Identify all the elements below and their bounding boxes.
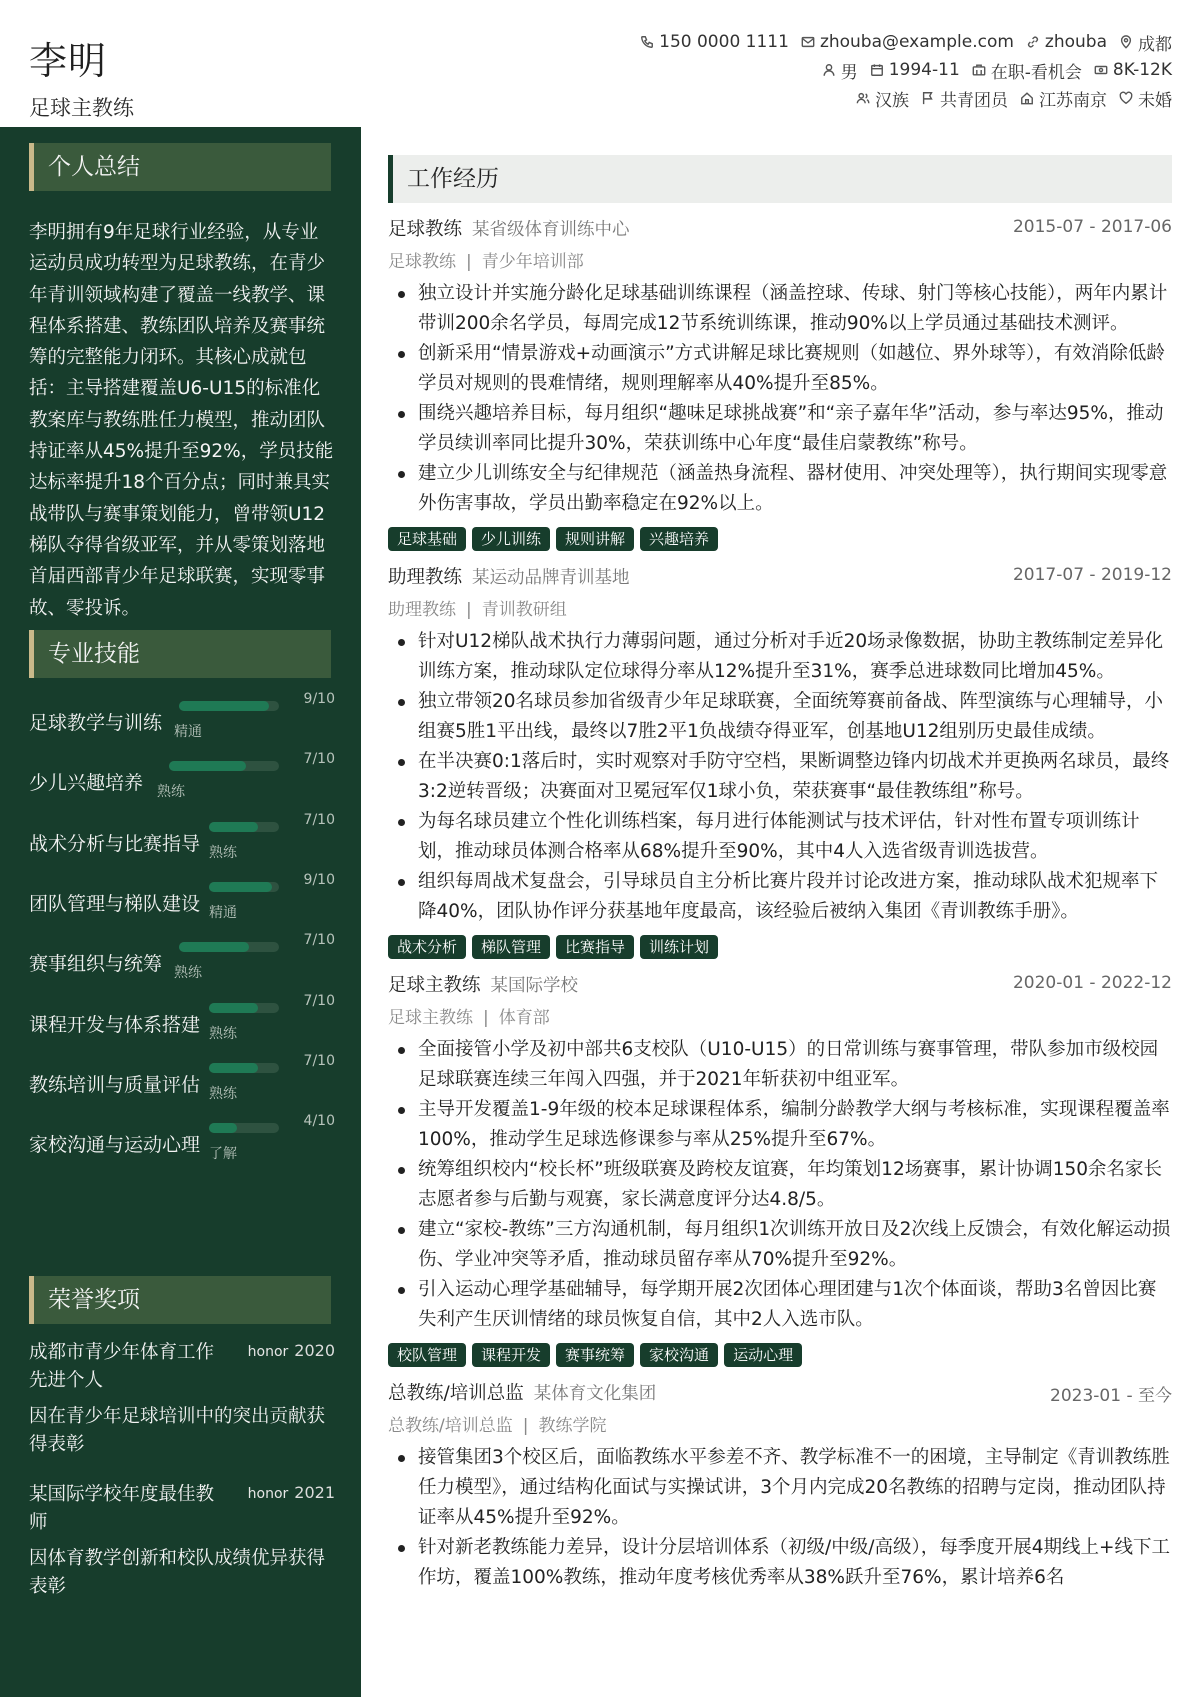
job-date: 2017-07 - 2019-12 — [1012, 565, 1172, 585]
contact-item — [640, 32, 789, 52]
contact-item — [870, 60, 960, 80]
job-bullet: 创新采用“情景游戏+动画演示”方式讲解足球比赛规则（如越位、界外球等），有效消除低龄学员对规则的畏难情绪，规则理解率从40%提升至85%。 — [388, 339, 1172, 399]
honor-tag: honor — [247, 1486, 289, 1502]
contact-row — [532, 28, 1172, 56]
honor-desc: 因在青少年足球培训中的突出贡献获得表彰 — [29, 1406, 326, 1455]
job-subtitle — [388, 595, 1172, 621]
job-entry — [388, 971, 1172, 1367]
skill-tag: 赛事统筹 — [556, 1343, 634, 1367]
contact-item — [972, 58, 1082, 83]
skill-item — [29, 990, 335, 1050]
sidebar — [0, 127, 361, 1697]
skill-name: 家校沟通与运动心理 — [29, 1134, 201, 1157]
job-bullet: 围绕兴趣培养目标，每月组织“趣味足球挑战赛”和“亲子嘉年华”活动，参与率达95%，推动学员续训率同比提升30%，荣获训练中心年度“最佳启蒙教练”称号。 — [388, 399, 1172, 459]
contact-text: 成都 — [1138, 34, 1172, 55]
job-bullet: 组织每周战术复盘会，引导球员自主分析比赛片段并讨论改进方案，推动球队战术犯规率下降40%，团队协作评分获基地年度最高，该经验后被纳入集团《青训教练手册》。 — [388, 867, 1172, 927]
people-icon — [856, 91, 870, 105]
skill-level: 熟练 — [209, 1085, 237, 1102]
skill-name: 团队管理与梯队建设 — [29, 892, 201, 915]
skill-score: 9/10 — [303, 691, 335, 707]
contact-text: 未婚 — [1138, 90, 1172, 111]
skill-score: 7/10 — [303, 811, 335, 828]
phone-icon — [640, 35, 654, 49]
contact-text: 共青团员 — [940, 90, 1008, 111]
skill-tag: 运动心理 — [724, 1343, 802, 1367]
skill-score: 7/10 — [303, 751, 335, 768]
skill-tag: 课程开发 — [472, 1343, 550, 1367]
skill-item — [29, 869, 335, 929]
honor-title: 成都市青少年体育工作先进个人 — [29, 1342, 215, 1391]
honor-year: 2021 — [294, 1483, 335, 1502]
skills-heading: 专业技能 — [29, 630, 331, 678]
skill-item — [29, 1110, 335, 1170]
job-role: 足球主教练 — [388, 975, 481, 996]
money-icon — [1094, 63, 1108, 77]
skill-score: 9/10 — [303, 871, 335, 888]
honor-tag: honor — [247, 1344, 289, 1360]
job-header — [388, 215, 1172, 241]
job-bullets — [388, 627, 1172, 927]
job-position: 助理教练 — [388, 600, 456, 620]
candidate-name: 李明 — [29, 39, 108, 83]
job-position: 足球教练 — [388, 252, 456, 272]
job-date: 2023-01 - 至今 — [1050, 1386, 1172, 1406]
contact-info — [532, 28, 1172, 112]
candidate-title: 足球主教练 — [29, 96, 134, 120]
contact-item — [822, 58, 858, 83]
skill-tag: 规则讲解 — [556, 527, 634, 551]
job-bullet: 接管集团3个校区后，面临教练水平参差不齐、教学标准不一的困境，主导制定《青训教练胜任力模型》，通过结构化面试与实操试讲，3个月内完成20名教练的招聘与定岗，推动团队持证率从45%提升至92%。 — [388, 1443, 1172, 1533]
skill-tag: 足球基础 — [388, 527, 466, 551]
skill-tag: 战术分析 — [388, 935, 466, 959]
job-date: 2015-07 - 2017-06 — [1012, 217, 1172, 237]
job-subtitle — [388, 247, 1172, 273]
job-role: 助理教练 — [388, 567, 463, 588]
honor-item — [29, 1339, 335, 1459]
job-header — [388, 1379, 1172, 1405]
job-subtitle — [388, 1411, 1172, 1437]
job-bullet: 全面接管小学及初中部共6支校队（U10-U15）的日常训练与赛事管理，带队参加市级校园足球联赛连续三年闯入四强，并于2021年斩获初中组亚军。 — [388, 1035, 1172, 1095]
contact-item — [921, 86, 1008, 111]
contact-text: 8K-12K — [1112, 60, 1172, 80]
job-role: 总教练/培训总监 — [388, 1383, 524, 1404]
location-icon — [1119, 35, 1133, 49]
skill-level: 精通 — [174, 724, 202, 740]
flag-icon — [921, 91, 935, 105]
skill-name: 足球教学与训练 — [29, 712, 163, 734]
job-entry — [388, 215, 1172, 551]
separator: | — [466, 252, 472, 272]
skill-item — [29, 1050, 335, 1110]
contact-item — [1026, 32, 1107, 52]
contact-text: 江苏南京 — [1039, 90, 1107, 111]
skill-tag: 梯队管理 — [472, 935, 550, 959]
job-company: 某运动品牌青训基地 — [472, 568, 630, 588]
skill-item — [29, 809, 335, 869]
skill-bar — [209, 1003, 279, 1013]
honors-heading: 荣誉奖项 — [29, 1276, 331, 1324]
skill-name: 少儿兴趣培养 — [29, 772, 144, 795]
job-bullet: 针对新老教练能力差异，设计分层培训体系（初级/中级/高级），每季度开展4期线上+线下工作坊，覆盖100%教练，推动年度考核优秀率从38%跃升至76%，累计培养6名 — [388, 1533, 1172, 1593]
skill-bar — [179, 701, 279, 711]
job-tags — [388, 935, 1172, 959]
job-company: 某体育文化集团 — [533, 1384, 657, 1404]
skill-bar — [209, 1123, 279, 1133]
job-department: 教练学院 — [538, 1416, 607, 1436]
job-bullet: 引入运动心理学基础辅导，每学期开展2次团体心理团建与1次个体面谈，帮助3名曾因比赛失利产生厌训情绪的球员恢复自信，其中2人入选市队。 — [388, 1275, 1172, 1335]
contact-item — [1020, 86, 1107, 111]
mail-icon — [801, 35, 815, 49]
skill-bar — [209, 1063, 279, 1073]
skill-level: 熟练 — [174, 965, 202, 982]
contact-row — [532, 84, 1172, 112]
honor-item — [29, 1481, 335, 1601]
job-bullet: 为每名球员建立个性化训练档案，每月进行体能测试与技术评估，针对性布置专项训练计划，推动球员体测合格率从68%提升至90%，其中4人入选省级青训选拔营。 — [388, 807, 1172, 867]
honor-desc: 因体育教学创新和校队成绩优异获得表彰 — [29, 1548, 326, 1597]
honor-meta — [248, 1341, 335, 1360]
job-date: 2020-01 - 2022-12 — [1012, 973, 1172, 993]
skill-tag: 家校沟通 — [640, 1343, 718, 1367]
main-content — [388, 155, 1172, 1593]
skill-bar-fill — [169, 761, 246, 771]
skill-score: 7/10 — [303, 932, 335, 949]
contact-item — [801, 32, 1014, 52]
job-subtitle — [388, 1003, 1172, 1029]
honor-meta — [248, 1483, 335, 1502]
skill-level: 熟练 — [209, 1025, 237, 1042]
skill-bar-fill — [209, 1123, 237, 1133]
summary-heading: 个人总结 — [29, 143, 331, 191]
contact-text: zhouba@example.com — [819, 32, 1014, 52]
link-icon — [1026, 35, 1040, 49]
skill-tag: 兴趣培养 — [640, 527, 718, 551]
contact-item — [1119, 30, 1172, 55]
contact-text: 150 0000 1111 — [659, 32, 789, 52]
summary-text: 李明拥有9年足球行业经验，从专业运动员成功转型为足球教练，在青少年青训领域构建了覆盖一线教学、课程体系搭建、教练团队培养及赛事统筹的完整能力闭环。其核心成就包括：主导搭建覆盖U6-U15的标准化教案库与教练胜任力模型，推动团队持证率从45%提升至92%，学员技能达标率提升18个百分点；同时兼具实战带队与赛事策划能力，曾带领U12梯队夺得省级亚军，并从零策划落地首届西部青少年足球联赛，实现零事故、零投诉。 — [29, 222, 334, 619]
skill-bar — [209, 882, 279, 892]
contact-item — [1119, 86, 1172, 111]
skill-name: 教练培训与质量评估 — [29, 1073, 201, 1096]
skill-bar-fill — [209, 822, 258, 832]
contact-text: 汉族 — [875, 90, 909, 111]
job-company: 某国际学校 — [490, 976, 579, 996]
job-position: 总教练/培训总监 — [388, 1416, 513, 1436]
job-bullets — [388, 279, 1172, 519]
work-experience-list — [388, 215, 1172, 1593]
skill-tag: 比赛指导 — [556, 935, 634, 959]
skill-score: 4/10 — [303, 1113, 335, 1130]
job-bullet: 统筹组织校内“校长杯”班级联赛及跨校友谊赛，年均策划12场赛事，累计协调150余名家长志愿者参与后勤与观赛，家长满意度评分达4.8/5。 — [388, 1155, 1172, 1215]
separator: | — [466, 600, 472, 620]
skill-bar-fill — [179, 701, 269, 711]
skill-tag: 训练计划 — [640, 935, 718, 959]
skill-item — [29, 688, 335, 748]
skill-bar — [169, 761, 279, 771]
job-header — [388, 563, 1172, 589]
job-bullet: 独立设计并实施分龄化足球基础训练课程（涵盖控球、传球、射门等核心技能），两年内累计带训200余名学员，每周完成12节系统训练课，推动90%以上学员通过基础技术测评。 — [388, 279, 1172, 339]
job-entry — [388, 1379, 1172, 1593]
honor-title: 某国际学校年度最佳教师 — [29, 1484, 215, 1533]
resume-header — [0, 0, 1200, 127]
contact-text: zhouba — [1044, 32, 1107, 52]
skill-bar-fill — [209, 1063, 258, 1073]
job-role: 足球教练 — [388, 219, 463, 240]
skill-tag: 校队管理 — [388, 1343, 466, 1367]
job-department: 体育部 — [498, 1008, 550, 1028]
skill-bar-fill — [209, 1003, 258, 1013]
skill-score: 7/10 — [303, 1052, 335, 1069]
skill-score: 7/10 — [303, 992, 335, 1009]
job-bullets — [388, 1443, 1172, 1593]
job-bullet: 建立少儿训练安全与纪律规范（涵盖热身流程、器材使用、冲突处理等），执行期间实现零意外伤害事故，学员出勤率稳定在92%以上。 — [388, 459, 1172, 519]
skill-level: 熟练 — [157, 784, 185, 801]
calendar-icon — [870, 63, 884, 77]
job-bullets — [388, 1035, 1172, 1335]
job-department: 青少年培训部 — [481, 252, 584, 272]
job-department: 青训教研组 — [481, 600, 567, 620]
skill-bar-fill — [209, 882, 272, 892]
skill-item — [29, 748, 335, 808]
job-bullet: 独立带领20名球员参加省级青少年足球联赛，全面统筹赛前备战、阵型演练与心理辅导，小组赛5胜1平出线，最终以7胜2平1负战绩夺得亚军，创基地U12组别历史最佳成绩。 — [388, 687, 1172, 747]
work-heading: 工作经历 — [388, 155, 1172, 203]
contact-item — [856, 86, 909, 111]
separator: | — [483, 1008, 489, 1028]
contact-row — [532, 56, 1172, 84]
job-tags — [388, 527, 1172, 551]
home-icon — [1020, 91, 1034, 105]
skill-bar — [209, 822, 279, 832]
job-tags — [388, 1343, 1172, 1367]
contact-text: 1994-11 — [888, 60, 960, 80]
job-bullet: 主导开发覆盖1-9年级的校本足球课程体系，编制分龄教学大纲与考核标准，实现课程覆盖率100%，推动学生足球选修课参与率从25%提升至67%。 — [388, 1095, 1172, 1155]
job-bullet: 在半决赛0:1落后时，实时观察对手防守空档，果断调整边锋内切战术并更换两名球员，最终3:2逆转晋级；决赛面对卫冕冠军仅1球小负，荣获赛事“最佳教练组”称号。 — [388, 747, 1172, 807]
job-bullet: 针对U12梯队战术执行力薄弱问题，通过分析对手近20场录像数据，协助主教练制定差异化训练方案，推动球队定位球得分率从12%提升至31%，赛季总进球数同比增加45%。 — [388, 627, 1172, 687]
contact-text: 在职-看机会 — [990, 62, 1082, 83]
skill-name: 赛事组织与统筹 — [29, 953, 163, 976]
skill-level: 熟练 — [209, 844, 237, 861]
contact-text: 男 — [840, 62, 858, 83]
job-bullet: 建立“家校-教练”三方沟通机制，每月组织1次训练开放日及2次线上反馈会，有效化解运动损伤、学业冲突等矛盾，推动球员留存率从70%提升至92%。 — [388, 1215, 1172, 1275]
skill-level: 了解 — [209, 1146, 237, 1163]
skill-name: 战术分析与比赛指导 — [29, 832, 201, 855]
separator: | — [522, 1416, 529, 1436]
heart-icon — [1119, 91, 1133, 105]
honor-year: 2020 — [294, 1341, 335, 1360]
job-header — [388, 971, 1172, 997]
job-entry — [388, 563, 1172, 959]
skill-tag: 少儿训练 — [472, 527, 550, 551]
skill-item — [29, 929, 335, 989]
skill-level: 精通 — [209, 904, 237, 921]
briefcase-icon — [972, 63, 986, 77]
job-position: 足球主教练 — [388, 1008, 473, 1028]
skill-bar-fill — [179, 942, 249, 952]
skill-bar — [179, 942, 279, 952]
skill-name: 课程开发与体系搭建 — [29, 1013, 201, 1036]
contact-item — [1094, 60, 1172, 80]
job-company: 某省级体育训练中心 — [472, 220, 630, 240]
user-icon — [822, 63, 836, 77]
